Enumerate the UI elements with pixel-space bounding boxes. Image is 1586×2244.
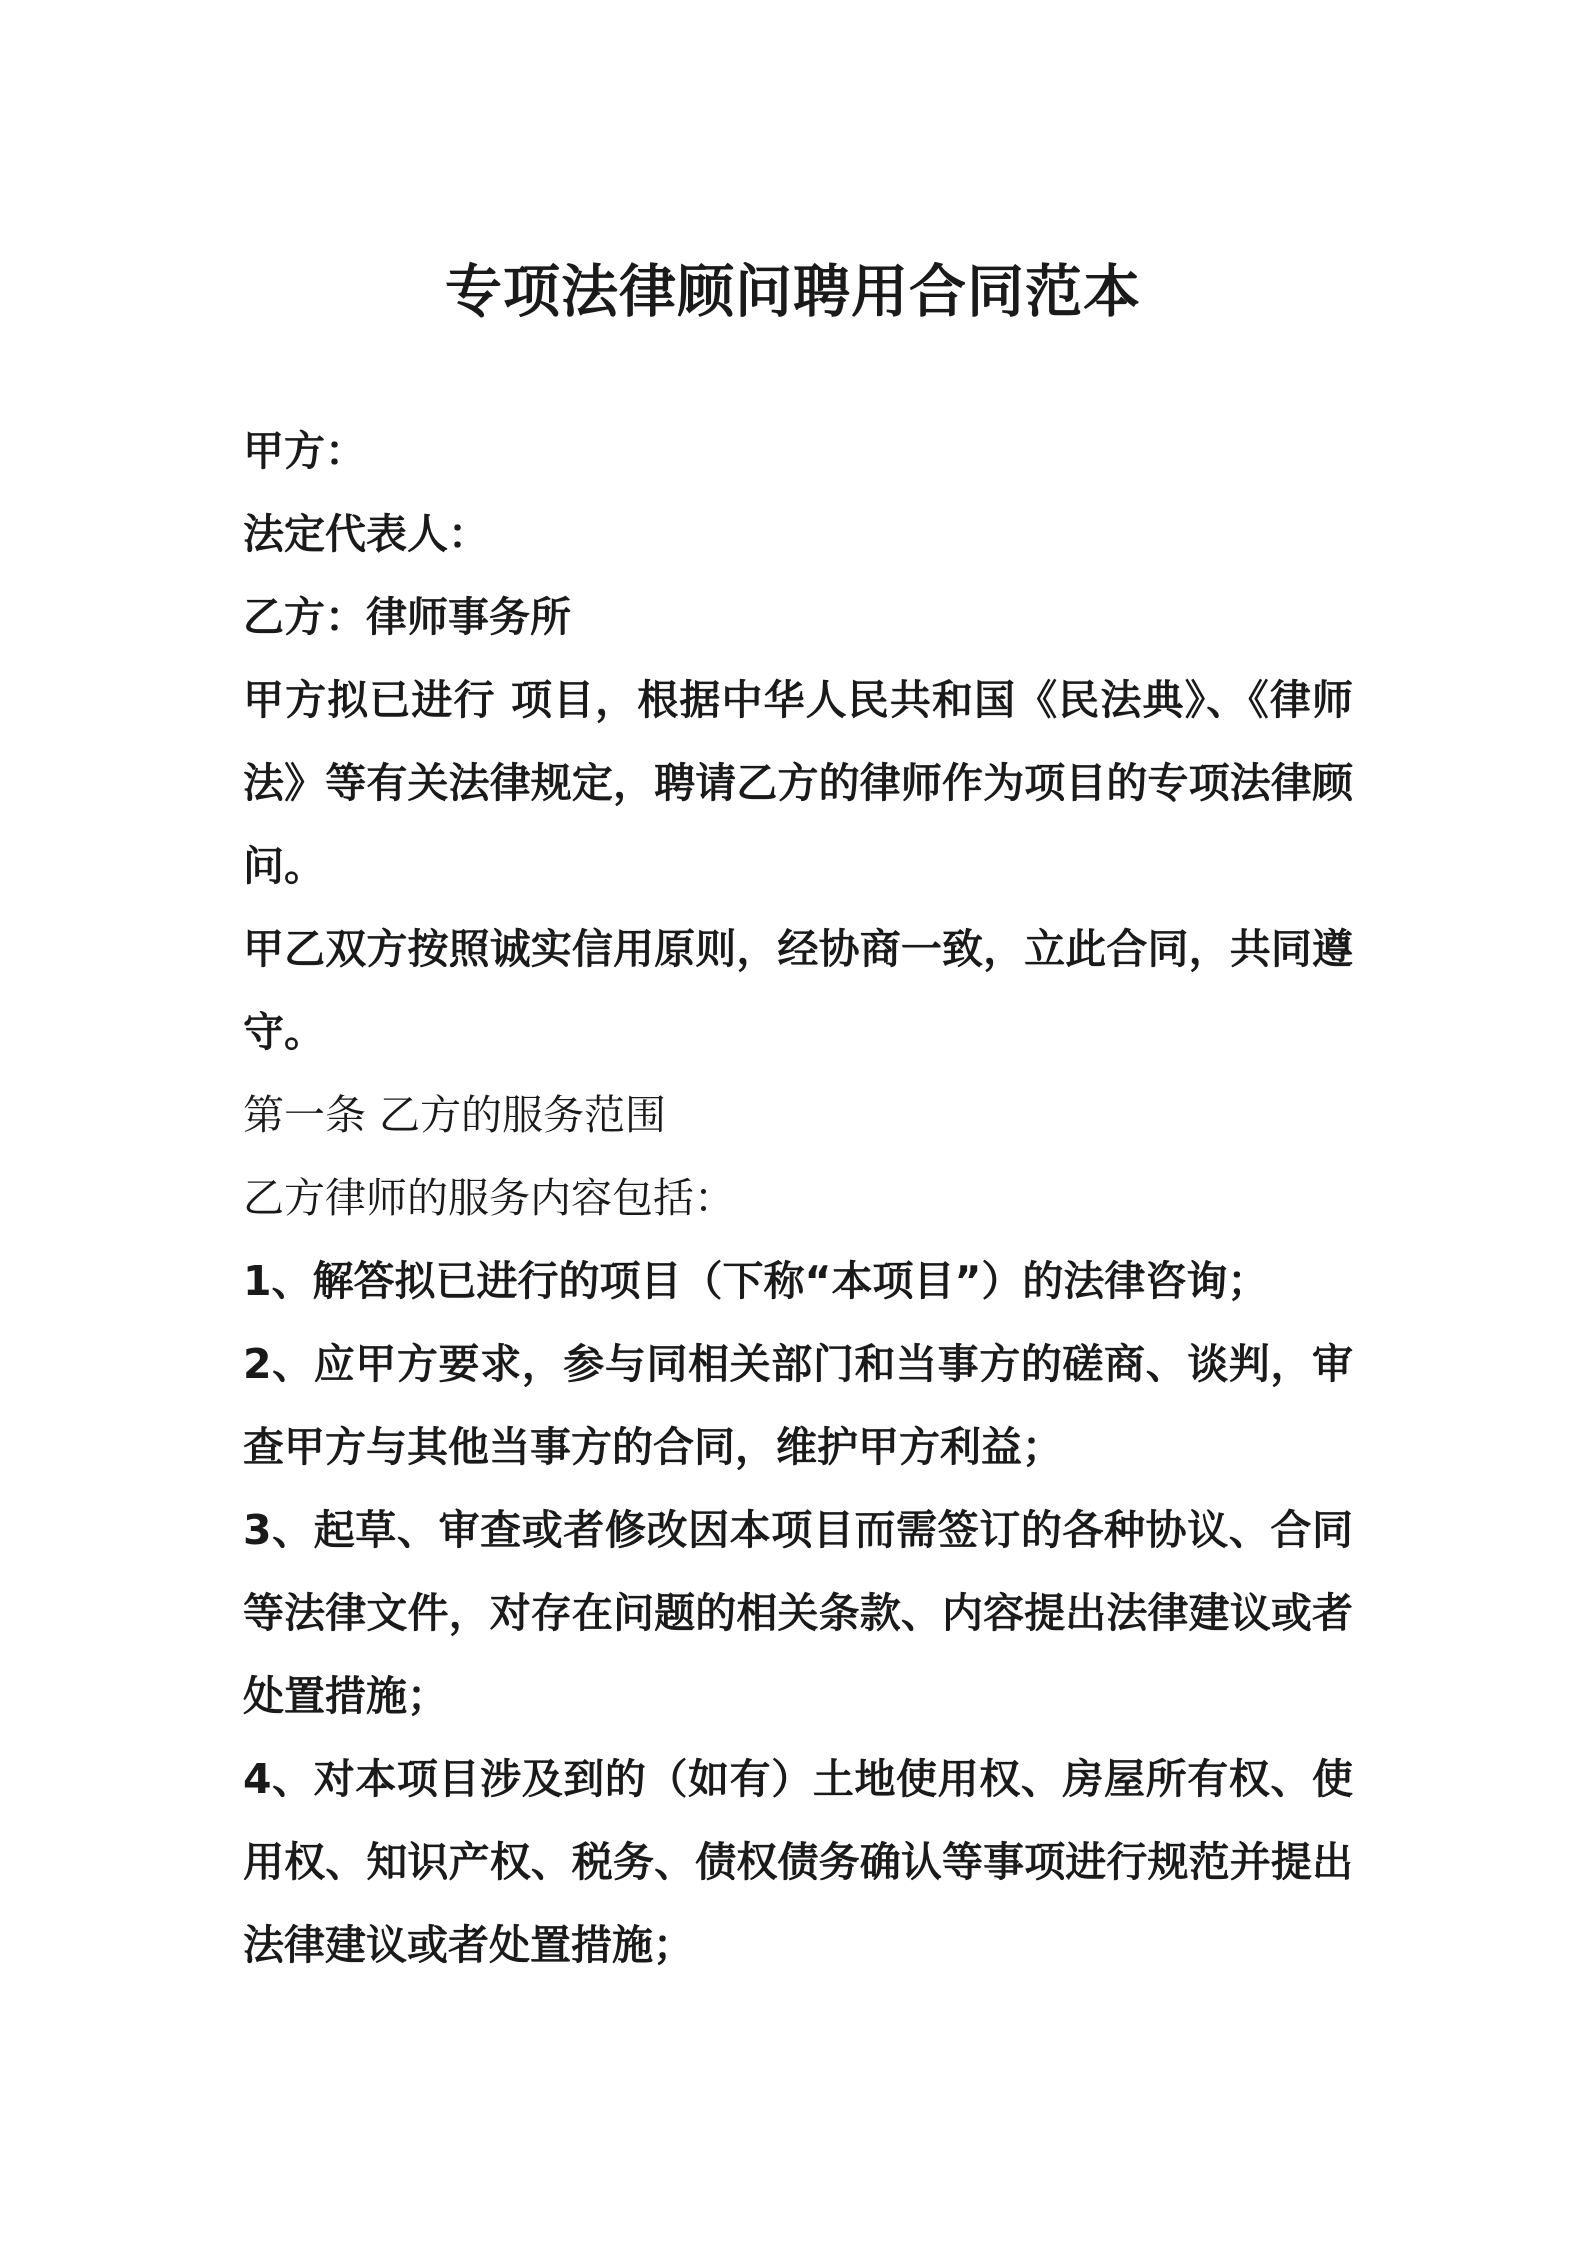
service-item-1: 1、解答拟已进行的项目（下称“本项目”）的法律咨询；	[243, 1257, 1269, 1305]
document-body	[243, 410, 1353, 1987]
article-1-lead: 乙方律师的服务内容包括：	[243, 1174, 735, 1222]
intro-paragraph: 甲方拟已进行 项目，根据中华人民共和国《民法典》、《律师法》等有关法律规定，聘请乙方的律师作为项目的专项法律顾问。	[243, 676, 1353, 890]
party-b-line: 乙方：律师事务所	[243, 593, 571, 641]
party-a-line: 甲方：	[243, 427, 366, 475]
service-item-3: 3、起草、审查或者修改因本项目而需签订的各种协议、合同等法律文件，对存在问题的相关条款、内容提出法律建议或者处置措施；	[243, 1506, 1353, 1720]
agreement-paragraph: 甲乙双方按照诚实信用原则，经协商一致，立此合同，共同遵守。	[243, 925, 1353, 1056]
service-item-4: 4、对本项目涉及到的（如有）土地使用权、房屋所有权、使用权、知识产权、税务、债权债务确认等事项进行规范并提出法律建议或者处置措施；	[243, 1755, 1353, 1969]
article-1-heading: 第一条 乙方的服务范围	[243, 1091, 667, 1139]
service-item-2: 2、应甲方要求，参与同相关部门和当事方的磋商、谈判，审查甲方与其他当事方的合同，维护甲方利益；	[243, 1340, 1353, 1471]
document-title: 专项法律顾问聘用合同范本	[445, 259, 1141, 325]
legal-representative-line: 法定代表人：	[243, 510, 489, 558]
